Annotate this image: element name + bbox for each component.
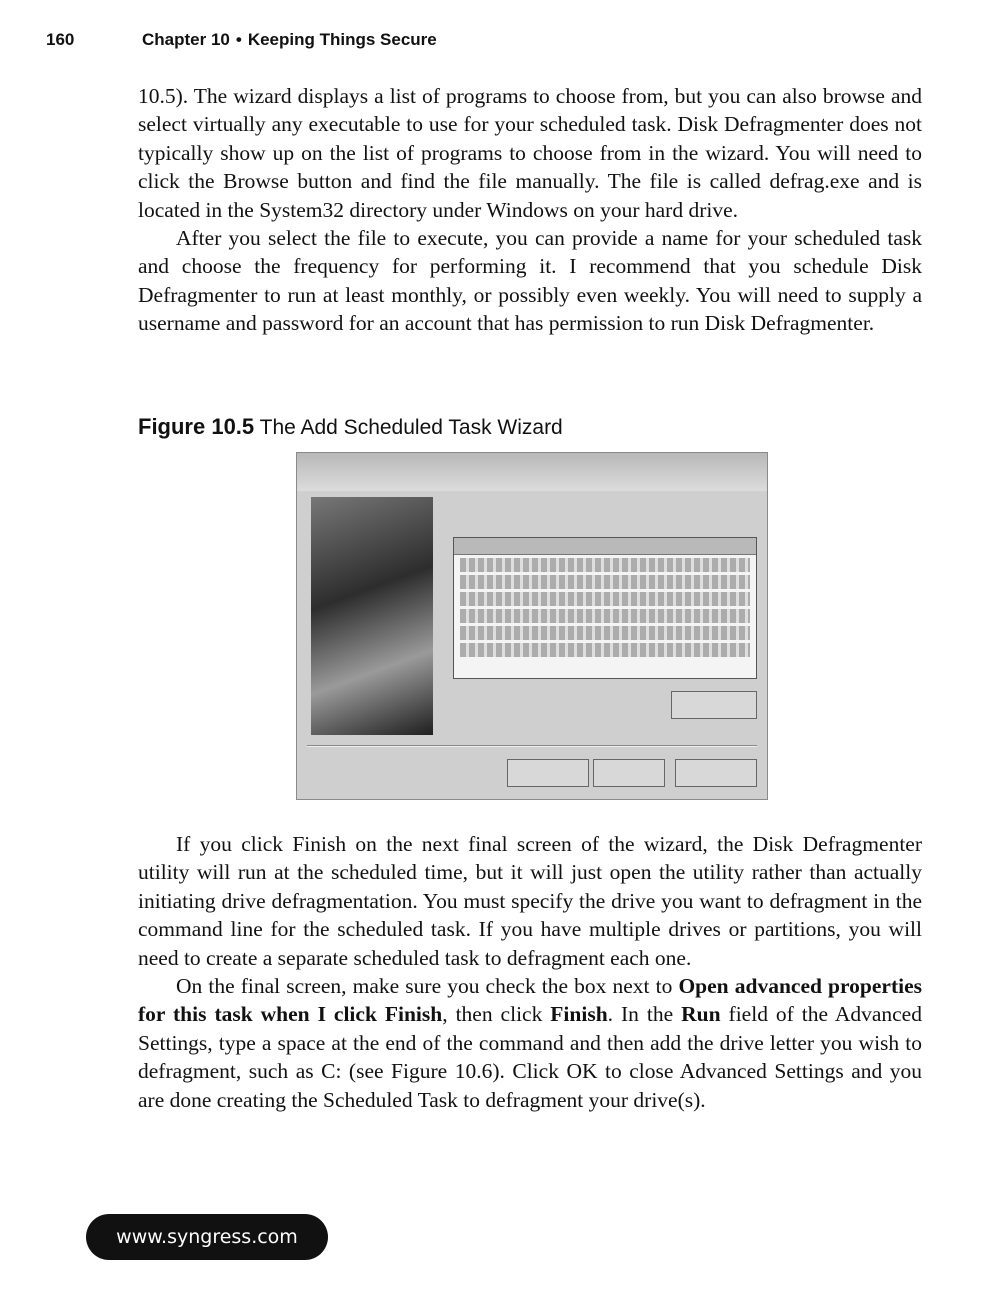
paragraph-schedule: After you select the file to execute, you can provide a name for your scheduled task and choose the frequency for performing it. I recommend that you schedule Disk Defragmenter to run at least monthly, or possibly even weekly. You will need to supply a username and password for an account that has permission to run Disk Defragmenter. [138,226,922,336]
list-item [460,558,750,572]
figure-caption [138,414,563,440]
wizard-titlebar [297,453,767,491]
cancel-button [675,759,757,787]
header-separator: • [235,30,242,49]
list-item [460,575,750,589]
browse-button [671,691,757,719]
paragraph-final-screen [138,972,922,1114]
back-button [507,759,589,787]
next-button [593,759,665,787]
figure-title: The Add Scheduled Task Wizard [259,416,563,439]
list-item [460,626,750,640]
list-item [460,609,750,623]
text-run: . In the [607,1002,682,1027]
text-run: , then click [442,1002,551,1027]
run-field-bold: Run [681,1002,721,1027]
body-text-bottom [138,830,922,1114]
chapter-title: Keeping Things Secure [247,30,437,49]
text-run: On the final screen, make sure you check the box next to [176,974,679,999]
wizard-divider [307,745,757,747]
body-text-top [138,82,922,338]
text-run: field of the Advanced Settings, type a space at the end of the command and then add the drive letter you wish to defragment, such as C: (see Figure 10.6). Click OK to close Advanced Settings and you are done creating the Scheduled Task to defragment your drive(s). [138,1002,922,1112]
list-item [460,592,750,606]
program-list-header [454,538,756,555]
paragraph-continuation: 10.5). The wizard displays a list of programs to choose from, but you can also browse and select virtually any executable to use for your scheduled task. Disk Defragmenter does not typically show up on the list of programs to choose from in the wizard. You will need to click the Browse button and find the file manually. The file is called defrag.exe and is located in the System32 directory under Windows on your hard drive. [138,84,922,222]
wizard-side-image [311,497,433,735]
footer-url-badge: www.syngress.com [86,1214,328,1260]
program-list [453,537,757,679]
figure-number: Figure 10.5 [138,414,255,439]
list-item [460,643,750,657]
finish-bold: Finish [550,1002,608,1027]
chapter-label: Chapter 10 [142,30,230,49]
running-header [46,30,437,50]
option-name-bold: Open advanced properties for this task when I click Finish [138,974,922,1027]
wizard-screenshot [296,452,768,800]
page-number: 160 [46,30,75,49]
paragraph-finish: If you click Finish on the next final screen of the wizard, the Disk Defragmenter utility will run at the scheduled time, but it will just open the utility rather than actually initiating drive defragmentation. You must specify the drive you want to defragment in the command line for the scheduled task. If you have multiple drives or partitions, you will need to create a separate scheduled task to defragment each one. [138,832,922,970]
